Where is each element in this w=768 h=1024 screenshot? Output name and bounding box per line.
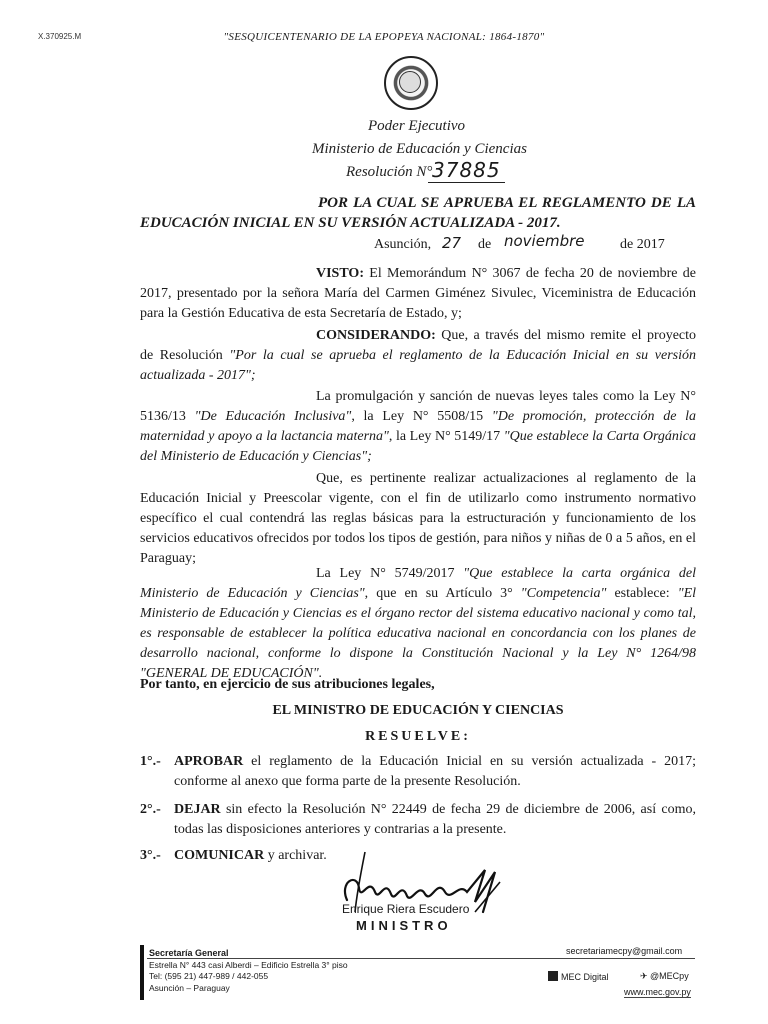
signatory-name: Enrique Riera Escudero	[342, 902, 470, 916]
resolution-item: 2°.- DEJAR sin efecto la Resolución N° 22449 de fecha 29 de diciembre de 2006, así como, todas las disposiciones anteriores y contrarias a la presente.	[140, 802, 696, 837]
mec-digital[interactable]: MEC Digital	[548, 971, 609, 982]
footer-address: Secretaría General Estrella N° 443 casi Alberdi – Edificio Estrella 3° piso Tel: (595 21) 447-989 / 442-055 Asunción – Paraguay	[149, 948, 348, 993]
twitter-icon: ✈	[640, 971, 651, 981]
date-year: de 2017	[620, 237, 665, 252]
footer-bar	[140, 945, 144, 1000]
ministry-name: Ministerio de Educación y Ciencias	[312, 141, 527, 157]
date-month: noviembre	[504, 232, 585, 250]
document-code: X.370925.M	[38, 32, 82, 41]
resolution-item: 1°.- APROBAR el reglamento de la Educación Inicial en su versión actualizada - 2017; conforme al anexo que forma parte de la presente Resolución.	[140, 754, 696, 789]
twitter-handle[interactable]: ✈ @MECpy	[640, 971, 689, 981]
laws-paragraph: La promulgación y sanción de nuevas leyes tales como la Ley N° 5136/13 "De Educación Inclusiva", la Ley N° 5508/15 "De promoción, protección de la maternidad y apoyo a la lactancia materna", la Ley N° 5149/17 "Que establece la Carta Orgánica del Ministerio de Educación y Ciencias";	[140, 389, 697, 464]
executive-branch: Poder Ejecutivo	[368, 118, 466, 134]
date-prefix: Asunción,	[374, 237, 432, 252]
national-seal-icon	[384, 56, 438, 110]
minister-heading: EL MINISTRO DE EDUCACIÓN Y CIENCIAS	[272, 703, 564, 718]
resolution-number: 37885	[428, 158, 505, 183]
footer-email[interactable]: secretariamecpy@gmail.com	[566, 946, 683, 956]
law-5749-paragraph: La Ley N° 5749/2017 "Que establece la carta orgánica del Ministerio de Educación y Ciencias", que en su Artículo 3° "Competencia" establece: "El Ministerio de Educación y Ciencias es el órgano rector del sistema educativo nacional y como tal, es responsable de establecer la política educativa nacional en concordancia con los planes de desarrollo nacional, conforme lo dispone la Constitución Nacional y la Ley N° 1264/98 "GENERAL DE EDUCACIÓN".	[140, 566, 697, 681]
mec-digital-icon	[548, 971, 558, 981]
signatory-role: MINISTRO	[356, 918, 452, 933]
update-paragraph: Que, es pertinente realizar actualizaciones al reglamento de la Educación Inicial y Preescolar vigente, con el fin de utilizarlo como instrumento normativo específico el cual contendrá las reglas básicas para la estructuración y funcionamiento de los servicios educativos ofrecidos por todos los tipos de gestión, para niños y niñas de 0 a 5 años, en el Paraguay;	[140, 471, 696, 566]
por-tanto: Por tanto, en ejercicio de sus atribuciones legales,	[140, 677, 435, 692]
document-title: POR LA CUAL SE APRUEBA EL REGLAMENTO DE LA EDUCACIÓN INICIAL EN SU VERSIÓN ACTUALIZADA - 2017.	[140, 195, 696, 231]
website-link[interactable]: www.mec.gov.py	[624, 987, 691, 997]
date-de: de	[478, 237, 492, 252]
motto: "SESQUICENTENARIO DE LA EPOPEYA NACIONAL: 1864-1870"	[223, 31, 545, 43]
resolution-label: Resolución N°	[346, 164, 433, 180]
considerando-paragraph: CONSIDERANDO: Que, a través del mismo remite el proyecto de Resolución "Por la cual se aprueba el reglamento de la Educación Inicial en su versión actualizada - 2017";	[140, 328, 697, 383]
resolution-item: 3°.- COMUNICAR y archivar.	[140, 848, 327, 863]
date-day: 27	[442, 234, 462, 252]
visto-paragraph: VISTO: El Memorándum N° 3067 de fecha 20 de noviembre de 2017, presentado por la señora María del Carmen Giménez Sivulec, Viceministra de Educación para la Gestión Educativa de esta Secretaría de Estado, y;	[140, 266, 696, 321]
resuelve-heading: RESUELVE:	[365, 729, 471, 744]
